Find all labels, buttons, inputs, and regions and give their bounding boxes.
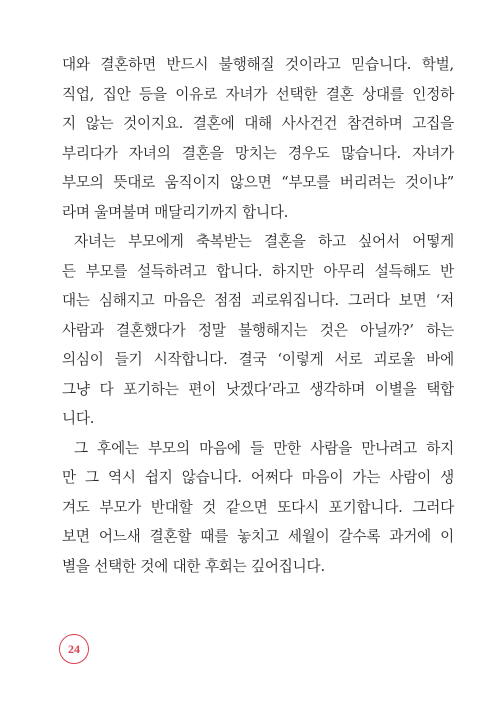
paragraph-2 [62, 227, 454, 434]
text-line: 그 후에는 부모의 마음에 들 만한 사람을 만나려고 하지 [74, 439, 454, 457]
page-number: 24 [68, 641, 80, 656]
text-line: 사람과 결혼했다가 정말 불행해지는 것은 아닐까?’ 하는 [62, 321, 454, 339]
page-number-badge [59, 634, 89, 664]
body-text [62, 50, 454, 581]
text-line: 대는 심해지고 마음은 점점 괴로워집니다. 그러다 보면 ‘저 [62, 292, 454, 309]
text-line: 직업, 집안 등을 이유로 자녀가 선택한 결혼 상대를 인정하 [62, 85, 454, 103]
paragraph-1 [62, 50, 454, 227]
text-line: 라며 울며불며 매달리기까지 합니다. [62, 203, 289, 221]
text-line: 부리다가 자녀의 결혼을 망치는 경우도 많습니다. 자녀가 [62, 144, 454, 162]
text-line: 만 그 역시 쉽지 않습니다. 어쩌다 마음이 가는 사람이 생 [62, 469, 454, 486]
text-line: 대와 결혼하면 반드시 불행해질 것이라고 믿습니다. 학벌, [62, 56, 454, 73]
text-line: 별을 선택한 것에 대한 후회는 깊어집니다. [62, 557, 325, 575]
text-line: 든 부모를 설득하려고 합니다. 하지만 아무리 설득해도 반 [62, 262, 454, 280]
text-line: 부모의 뜻대로 움직이지 않으면 “부모를 버리려는 것이냐” [62, 174, 454, 191]
text-line: 자녀는 부모에게 축복받는 결혼을 하고 싶어서 어떻게 [74, 233, 454, 250]
text-line: 의심이 들기 시작합니다. 결국 ‘이렇게 서로 괴로울 바에 [62, 351, 454, 368]
text-line: 그냥 다 포기하는 편이 낫겠다’라고 생각하며 이별을 택합 [62, 380, 454, 398]
paragraph-3 [62, 434, 454, 582]
text-line: 니다. [62, 410, 95, 427]
text-line: 지 않는 것이지요. 결혼에 대해 사사건건 참견하며 고집을 [62, 115, 454, 132]
text-line: 보면 어느새 결혼할 때를 놓치고 세월이 갈수록 과거에 이 [62, 528, 454, 545]
text-line: 겨도 부모가 반대할 것 같으면 또다시 포기합니다. 그러다 [62, 498, 454, 516]
